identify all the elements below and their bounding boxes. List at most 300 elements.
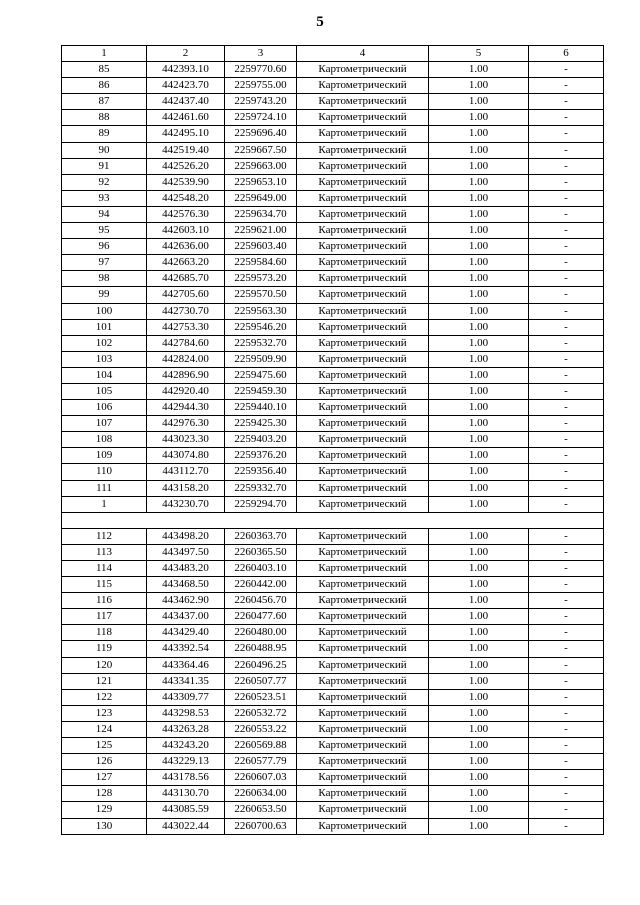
table-cell: 104 — [62, 367, 147, 383]
table-cell: 2259653.10 — [225, 174, 297, 190]
table-cell: 1.00 — [429, 223, 529, 239]
table-cell: 442519.40 — [147, 142, 225, 158]
table-row — [62, 625, 604, 641]
table-cell: 2259621.00 — [225, 223, 297, 239]
table-cell: Картометрический — [297, 255, 429, 271]
table-row — [62, 287, 604, 303]
table-cell: 1.00 — [429, 432, 529, 448]
table-cell: 443497.50 — [147, 544, 225, 560]
table-cell: 2260477.60 — [225, 609, 297, 625]
table-row — [62, 174, 604, 190]
table-cell: 97 — [62, 255, 147, 271]
table-cell: 102 — [62, 335, 147, 351]
table-cell: 115 — [62, 577, 147, 593]
table-cell: 442685.70 — [147, 271, 225, 287]
table-row — [62, 110, 604, 126]
table-cell: - — [529, 335, 604, 351]
table-cell: 101 — [62, 319, 147, 335]
coordinates-table — [61, 45, 604, 835]
table-cell: 1.00 — [429, 561, 529, 577]
table-cell: - — [529, 351, 604, 367]
table-cell: - — [529, 673, 604, 689]
table-cell: - — [529, 319, 604, 335]
table-cell: 2259634.70 — [225, 206, 297, 222]
table-row — [62, 223, 604, 239]
column-header: 3 — [225, 46, 297, 62]
table-cell: 442603.10 — [147, 223, 225, 239]
table-row — [62, 496, 604, 512]
table-cell: 109 — [62, 448, 147, 464]
table-row — [62, 657, 604, 673]
table-cell: 442495.10 — [147, 126, 225, 142]
table-cell: 1.00 — [429, 689, 529, 705]
table-row — [62, 528, 604, 544]
table-cell: 2259546.20 — [225, 319, 297, 335]
table-cell: 1 — [62, 496, 147, 512]
table-cell: 442526.20 — [147, 158, 225, 174]
table-cell: 1.00 — [429, 802, 529, 818]
table-cell: 2260403.10 — [225, 561, 297, 577]
table-cell: - — [529, 255, 604, 271]
table-cell: 443429.40 — [147, 625, 225, 641]
table-cell: Картометрический — [297, 818, 429, 834]
table-cell: 1.00 — [429, 528, 529, 544]
table-row — [62, 577, 604, 593]
table-cell: - — [529, 496, 604, 512]
table-cell: Картометрический — [297, 416, 429, 432]
table-row — [62, 400, 604, 416]
table-cell: 443298.53 — [147, 705, 225, 721]
table-cell: 1.00 — [429, 110, 529, 126]
table-cell: - — [529, 786, 604, 802]
column-header: 6 — [529, 46, 604, 62]
table-row — [62, 673, 604, 689]
table-row — [62, 448, 604, 464]
table-row — [62, 641, 604, 657]
table-cell: 2259563.30 — [225, 303, 297, 319]
table-cell: 442636.00 — [147, 239, 225, 255]
table-cell: 443341.35 — [147, 673, 225, 689]
table-cell: 442576.30 — [147, 206, 225, 222]
table-row — [62, 335, 604, 351]
table-cell: Картометрический — [297, 206, 429, 222]
table-cell: Картометрический — [297, 496, 429, 512]
table-cell: 2260653.50 — [225, 802, 297, 818]
table-cell: 2259376.20 — [225, 448, 297, 464]
table-cell: 2260700.63 — [225, 818, 297, 834]
table-cell: - — [529, 400, 604, 416]
table-cell: 2260365.50 — [225, 544, 297, 560]
table-cell: - — [529, 94, 604, 110]
table-cell: 2260553.22 — [225, 721, 297, 737]
table-cell: 120 — [62, 657, 147, 673]
table-cell: 443309.77 — [147, 689, 225, 705]
table-cell: 1.00 — [429, 142, 529, 158]
table-cell: Картометрический — [297, 786, 429, 802]
table-row — [62, 609, 604, 625]
table-cell: 103 — [62, 351, 147, 367]
table-cell: 1.00 — [429, 609, 529, 625]
table-cell: 2259770.60 — [225, 62, 297, 78]
table-cell: 95 — [62, 223, 147, 239]
table-cell: 1.00 — [429, 287, 529, 303]
table-cell: - — [529, 448, 604, 464]
table-row — [62, 351, 604, 367]
table-cell: - — [529, 544, 604, 560]
table-cell: 1.00 — [429, 367, 529, 383]
table-cell: - — [529, 432, 604, 448]
table-cell: 443364.46 — [147, 657, 225, 673]
table-cell: - — [529, 609, 604, 625]
table-cell: 442824.00 — [147, 351, 225, 367]
table-cell: 2259649.00 — [225, 190, 297, 206]
table-row — [62, 770, 604, 786]
table-cell: 125 — [62, 738, 147, 754]
table-cell: Картометрический — [297, 528, 429, 544]
table-cell: Картометрический — [297, 738, 429, 754]
table-cell: Картометрический — [297, 480, 429, 496]
table-cell: - — [529, 577, 604, 593]
table-row — [62, 255, 604, 271]
table-cell: 2259356.40 — [225, 464, 297, 480]
column-header: 2 — [147, 46, 225, 62]
table-cell: 1.00 — [429, 641, 529, 657]
table-cell: 1.00 — [429, 721, 529, 737]
table-cell: 1.00 — [429, 94, 529, 110]
table-cell: - — [529, 174, 604, 190]
table-row — [62, 432, 604, 448]
table-cell: 443243.20 — [147, 738, 225, 754]
table-row — [62, 480, 604, 496]
table-cell: 442944.30 — [147, 400, 225, 416]
table-cell: 100 — [62, 303, 147, 319]
table-cell: 1.00 — [429, 577, 529, 593]
table-cell: 2259509.90 — [225, 351, 297, 367]
table-cell: 443483.20 — [147, 561, 225, 577]
table-cell: 89 — [62, 126, 147, 142]
table-cell: 1.00 — [429, 496, 529, 512]
table-cell: - — [529, 78, 604, 94]
table-cell: - — [529, 705, 604, 721]
table-cell: Картометрический — [297, 593, 429, 609]
table-cell: 443085.59 — [147, 802, 225, 818]
table-cell: Картометрический — [297, 94, 429, 110]
table-cell: 443263.28 — [147, 721, 225, 737]
table-cell: 1.00 — [429, 705, 529, 721]
table-row — [62, 593, 604, 609]
table-cell: 1.00 — [429, 625, 529, 641]
table-cell: 443022.44 — [147, 818, 225, 834]
table-cell: Картометрический — [297, 544, 429, 560]
table-cell: Картометрический — [297, 110, 429, 126]
table-cell: 121 — [62, 673, 147, 689]
table-cell: 2260569.88 — [225, 738, 297, 754]
table-cell: 2259755.00 — [225, 78, 297, 94]
table-cell: 443074.80 — [147, 448, 225, 464]
table-cell: Картометрический — [297, 190, 429, 206]
table-cell: 124 — [62, 721, 147, 737]
table-cell: - — [529, 754, 604, 770]
table-cell: 107 — [62, 416, 147, 432]
table-cell: Картометрический — [297, 754, 429, 770]
table-cell: 127 — [62, 770, 147, 786]
table-cell: 2259584.60 — [225, 255, 297, 271]
table-row — [62, 738, 604, 754]
table-cell: 2259459.30 — [225, 383, 297, 399]
table-row — [62, 802, 604, 818]
table-cell: 2260577.79 — [225, 754, 297, 770]
table-cell: 1.00 — [429, 335, 529, 351]
table-row — [62, 319, 604, 335]
table-cell: 2259294.70 — [225, 496, 297, 512]
table-cell: - — [529, 62, 604, 78]
table-cell: - — [529, 126, 604, 142]
table-cell: 1.00 — [429, 271, 529, 287]
table-cell: - — [529, 142, 604, 158]
table-cell: 442663.20 — [147, 255, 225, 271]
column-header: 5 — [429, 46, 529, 62]
table-cell: Картометрический — [297, 432, 429, 448]
table-cell: 1.00 — [429, 738, 529, 754]
table-cell: 1.00 — [429, 544, 529, 560]
table-cell: 116 — [62, 593, 147, 609]
table-cell: 2260496.25 — [225, 657, 297, 673]
table-cell: 2259743.20 — [225, 94, 297, 110]
table-cell: 92 — [62, 174, 147, 190]
table-cell: 2259532.70 — [225, 335, 297, 351]
table-cell: - — [529, 818, 604, 834]
table-cell: Картометрический — [297, 625, 429, 641]
table-cell: Картометрический — [297, 142, 429, 158]
table-row — [62, 303, 604, 319]
table-cell: Картометрический — [297, 400, 429, 416]
table-cell: 443437.00 — [147, 609, 225, 625]
table-cell: - — [529, 689, 604, 705]
table-cell: Картометрический — [297, 657, 429, 673]
table-cell: 111 — [62, 480, 147, 496]
table-cell: Картометрический — [297, 78, 429, 94]
table-cell: Картометрический — [297, 367, 429, 383]
table-cell: 1.00 — [429, 464, 529, 480]
table-cell: - — [529, 110, 604, 126]
blank-row — [62, 512, 604, 528]
table-cell: 443230.70 — [147, 496, 225, 512]
table-cell: 442705.60 — [147, 287, 225, 303]
table-cell: 443498.20 — [147, 528, 225, 544]
table-cell: Картометрический — [297, 689, 429, 705]
table-cell: - — [529, 464, 604, 480]
table-cell: 87 — [62, 94, 147, 110]
table-cell: Картометрический — [297, 158, 429, 174]
table-cell: Картометрический — [297, 673, 429, 689]
table-row — [62, 271, 604, 287]
table-header-row — [62, 46, 604, 62]
table-cell: 1.00 — [429, 78, 529, 94]
table-cell: 442539.90 — [147, 174, 225, 190]
table-cell: 443130.70 — [147, 786, 225, 802]
table-row — [62, 561, 604, 577]
table-cell: 1.00 — [429, 770, 529, 786]
table-cell: 2260363.70 — [225, 528, 297, 544]
table-cell: - — [529, 383, 604, 399]
table-cell: 443462.90 — [147, 593, 225, 609]
table-cell: 1.00 — [429, 158, 529, 174]
table-cell: - — [529, 271, 604, 287]
table-row — [62, 705, 604, 721]
table-cell: 2260488.95 — [225, 641, 297, 657]
table-cell: - — [529, 625, 604, 641]
table-cell: Картометрический — [297, 561, 429, 577]
table-cell: 86 — [62, 78, 147, 94]
table-cell: - — [529, 528, 604, 544]
table-cell: 443158.20 — [147, 480, 225, 496]
table-cell: 1.00 — [429, 62, 529, 78]
table-cell: 2260480.00 — [225, 625, 297, 641]
table-cell: 2260532.72 — [225, 705, 297, 721]
table-cell: 119 — [62, 641, 147, 657]
table-cell: 1.00 — [429, 255, 529, 271]
table-cell: 1.00 — [429, 206, 529, 222]
table-cell: 443023.30 — [147, 432, 225, 448]
table-cell: 443392.54 — [147, 641, 225, 657]
table-cell: Картометрический — [297, 609, 429, 625]
table-cell: 2259403.20 — [225, 432, 297, 448]
table-cell: 110 — [62, 464, 147, 480]
table-cell: Картометрический — [297, 303, 429, 319]
column-header: 1 — [62, 46, 147, 62]
table-cell: 442548.20 — [147, 190, 225, 206]
table-cell: - — [529, 287, 604, 303]
table-cell: 443468.50 — [147, 577, 225, 593]
table-cell: Картометрический — [297, 705, 429, 721]
table-cell: 442393.10 — [147, 62, 225, 78]
table-cell: 98 — [62, 271, 147, 287]
table-cell: 443229.13 — [147, 754, 225, 770]
table-cell: 1.00 — [429, 174, 529, 190]
table-cell: - — [529, 239, 604, 255]
table-cell: 2259475.60 — [225, 367, 297, 383]
table-row — [62, 383, 604, 399]
table-cell: 126 — [62, 754, 147, 770]
table-cell: - — [529, 802, 604, 818]
table-row — [62, 142, 604, 158]
table-cell: Картометрический — [297, 464, 429, 480]
table-cell: Картометрический — [297, 448, 429, 464]
table-cell: 2260523.51 — [225, 689, 297, 705]
table-cell: 114 — [62, 561, 147, 577]
table-cell: Картометрический — [297, 383, 429, 399]
table-cell: Картометрический — [297, 351, 429, 367]
table-cell: 91 — [62, 158, 147, 174]
table-cell: 112 — [62, 528, 147, 544]
table-row — [62, 721, 604, 737]
table-row — [62, 818, 604, 834]
table-cell: Картометрический — [297, 174, 429, 190]
table-cell: - — [529, 190, 604, 206]
table-cell: 128 — [62, 786, 147, 802]
table-cell: 113 — [62, 544, 147, 560]
table-cell: - — [529, 480, 604, 496]
table-row — [62, 367, 604, 383]
table-cell: - — [529, 657, 604, 673]
table-cell: 1.00 — [429, 754, 529, 770]
table-cell: 85 — [62, 62, 147, 78]
table-cell: 90 — [62, 142, 147, 158]
table-separator — [62, 512, 604, 528]
table-cell: 2260456.70 — [225, 593, 297, 609]
table-cell: 1.00 — [429, 673, 529, 689]
table-cell: 1.00 — [429, 303, 529, 319]
table-cell: 2259332.70 — [225, 480, 297, 496]
table-cell: 2259570.50 — [225, 287, 297, 303]
table-row — [62, 94, 604, 110]
table-cell: 129 — [62, 802, 147, 818]
table-cell: - — [529, 158, 604, 174]
table-cell: 2259663.00 — [225, 158, 297, 174]
table-cell: 2259667.50 — [225, 142, 297, 158]
column-header: 4 — [297, 46, 429, 62]
table-cell: 1.00 — [429, 818, 529, 834]
table-cell: 442920.40 — [147, 383, 225, 399]
table-cell: 105 — [62, 383, 147, 399]
table-cell: 1.00 — [429, 190, 529, 206]
table-cell: 1.00 — [429, 657, 529, 673]
table-cell: 442784.60 — [147, 335, 225, 351]
table-cell: 2260442.00 — [225, 577, 297, 593]
table-cell: 1.00 — [429, 319, 529, 335]
table-cell: - — [529, 561, 604, 577]
table-cell: - — [529, 206, 604, 222]
table-cell: 96 — [62, 239, 147, 255]
table-row — [62, 416, 604, 432]
table-cell: 1.00 — [429, 480, 529, 496]
table-row — [62, 78, 604, 94]
table-cell: 442896.90 — [147, 367, 225, 383]
table-cell: 442730.70 — [147, 303, 225, 319]
table-cell: 1.00 — [429, 351, 529, 367]
table-row — [62, 190, 604, 206]
table-cell: - — [529, 770, 604, 786]
table-cell: 2259425.30 — [225, 416, 297, 432]
table-row — [62, 786, 604, 802]
table-row — [62, 689, 604, 705]
table-cell: Картометрический — [297, 287, 429, 303]
table-cell: 123 — [62, 705, 147, 721]
table-cell: 1.00 — [429, 593, 529, 609]
table-cell: 1.00 — [429, 239, 529, 255]
table-cell: 442437.40 — [147, 94, 225, 110]
table-cell: Картометрический — [297, 239, 429, 255]
table-cell: Картометрический — [297, 577, 429, 593]
table-cell: 2259573.20 — [225, 271, 297, 287]
table-cell: 117 — [62, 609, 147, 625]
table-cell: 1.00 — [429, 786, 529, 802]
table-body-group-1 — [62, 62, 604, 513]
table-cell: 99 — [62, 287, 147, 303]
table-row — [62, 158, 604, 174]
table-cell: Картометрический — [297, 271, 429, 287]
table-cell: 442461.60 — [147, 110, 225, 126]
table-cell: 443178.56 — [147, 770, 225, 786]
table-cell: 118 — [62, 625, 147, 641]
table-cell: - — [529, 223, 604, 239]
table-cell: 94 — [62, 206, 147, 222]
table-cell: 1.00 — [429, 416, 529, 432]
table-cell: Картометрический — [297, 319, 429, 335]
table-row — [62, 239, 604, 255]
table-cell: 130 — [62, 818, 147, 834]
table-row — [62, 544, 604, 560]
